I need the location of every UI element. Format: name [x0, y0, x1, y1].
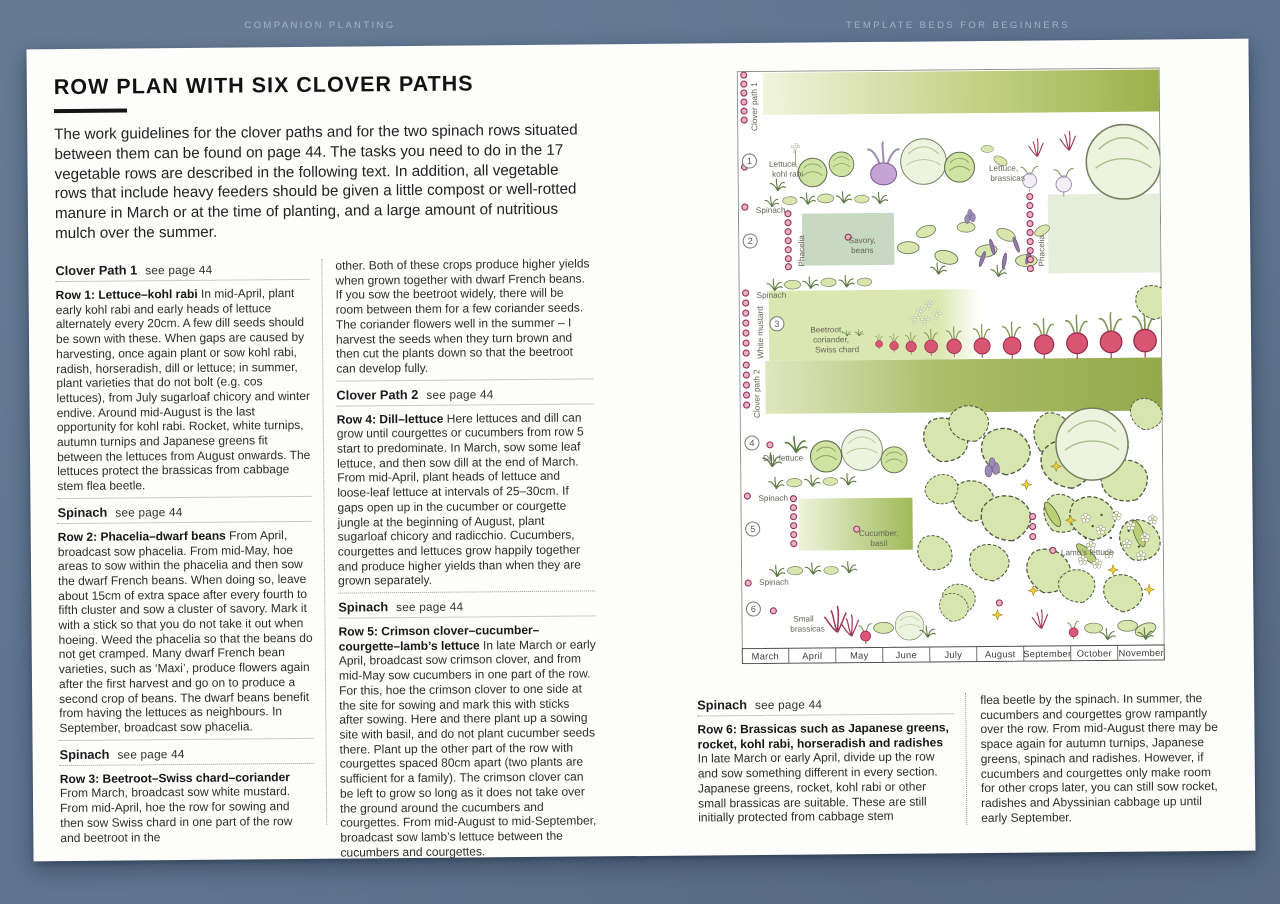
- month-october: October: [1076, 648, 1112, 659]
- text-column-1: [55, 259, 314, 849]
- cucumber-basil-box: [798, 498, 912, 551]
- see-page-note: see page 44: [426, 386, 494, 402]
- row-2-marker: [743, 234, 757, 248]
- row-2-number: 2: [747, 236, 753, 247]
- section-label: Spinach: [57, 504, 108, 520]
- label-lambs-lettuce: Lamb’s lettuce: [1060, 547, 1114, 558]
- section-label: Spinach: [697, 697, 748, 713]
- title-underline: [54, 108, 127, 112]
- dotted-rule: [338, 615, 595, 618]
- label-beetroot: Beetroot,: [810, 325, 844, 335]
- row-5-lead: Row 5: Crimson clover–cucumber–courgette–lamb’s lettuce: [338, 622, 540, 654]
- row-4-body: Here lettuces and dill can grow until courgettes or cucumbers from row 5 start to predominate. In March, sow some leaf lettuce, and then sow dill at the end of March. From mid-April, plant heads of lettuce and loose-leaf lettuce at intervals of 25–30cm. If gaps open up in the cucumber or courgette jungle at the beginning of August, plant sugarloaf chicory and radicchio. Cucumbers, courgettes and lettuces grow happily together and produce higher yields than when they are grown separately.: [336, 410, 584, 589]
- row-3-lead: Row 3: Beetroot–Swiss chard–coriander: [59, 769, 290, 786]
- label-lettuce-kohlrabi: Lettuce,: [768, 159, 799, 169]
- row-6-number: 6: [750, 604, 756, 615]
- row-2-body: From April, broadcast sow phacelia. From mid-May, hoe areas to sow within the phacelia and then sow the dwarf French beans. When doing so, leave about 15cm of extra space after every fourth to fifth cluster and sow a cluster of savory. Mark it with a stick so that you do not take it out when hoeing. Weed the phacelia so that the beans do not get cramped. Many dwarf French bean varieties, such as ‘Maxi’, produce flowers again after the first harvest and go on to produce a second crop of beans. The dwarf beans benefit from having the lettuces as neighbours. In September, broadcast sow phacelia.: [57, 527, 313, 736]
- section-label: Clover Path 2: [336, 386, 419, 403]
- row-6-paragraph: [697, 720, 954, 825]
- label-clover-path-2: Clover path 2: [752, 369, 762, 419]
- label-clover-path-1: Clover path 1: [749, 82, 760, 132]
- label-spinach-2: Spinach: [756, 290, 787, 300]
- row-3-continuation-text: other. Both of these crops produce higher yields when grown together with dwarf French beans. If you sow the beetroot widely, there will be room between them for a few coriander seeds. The coriander flowers well in the summer – I harvest the seeds when they turn brown and then cut the plants down so that the beetroot can develop fully.: [335, 256, 590, 376]
- month-august: August: [984, 649, 1016, 660]
- dotted-rule: [57, 496, 311, 499]
- label-beetroot-3: Swiss chard: [815, 345, 860, 355]
- label-cucumber-basil: Cucumber,: [858, 528, 899, 539]
- month-march: March: [751, 651, 780, 662]
- see-page-note: see page 44: [396, 599, 464, 615]
- text-column-3: [697, 693, 954, 829]
- book-page: [26, 39, 1255, 862]
- label-spinach-4: Spinach: [759, 577, 789, 587]
- text-column-4: [980, 691, 1221, 829]
- row-4-lead: Row 4: Dill–lettuce: [336, 411, 444, 427]
- month-november: November: [1118, 647, 1164, 659]
- see-page-note: see page 44: [145, 262, 213, 278]
- dotted-rule: [60, 738, 314, 741]
- see-page-note: see page 44: [754, 697, 823, 713]
- label-phacelia-right: Phacelia: [1037, 235, 1047, 267]
- dotted-rule: [58, 521, 312, 524]
- row-4-paragraph: [337, 410, 596, 589]
- month-may: May: [850, 650, 869, 661]
- row-3-continuation: [335, 256, 593, 376]
- label-lettuce-brassicas: Lettuce,: [988, 163, 1019, 173]
- label-cucumber-basil-2: basil: [870, 538, 888, 549]
- row-4-number: 4: [749, 438, 755, 449]
- section-heading-clover-path-1: [55, 261, 309, 278]
- label-small-brassicas-2: brassicas: [790, 624, 825, 634]
- row-6-continuation-text: flea beetle by the spinach. In summer, the cucumbers and courgettes grow rampantly over the row. From mid-August there may be space again for autumn turnips, Japanese greens, spinach and radishes. However, if cucumbers and courgettes only make room for other crops later, you can still sow rocket, radishes and Abyssinian cabbage up until early September.: [980, 691, 1218, 825]
- row-3-number: 3: [774, 318, 780, 329]
- label-spinach-1: Spinach: [755, 205, 786, 215]
- row-2-paragraph: [58, 528, 314, 736]
- month-june: June: [895, 650, 918, 661]
- row-3-marker: [770, 317, 784, 331]
- label-lettuce-brassicas-2: brassicas: [990, 173, 1025, 183]
- row-5-body: In late March or early April, broadcast sow crimson clover, and from mid-May sow cucumbers in one part of the row. For this, hoe the crimson clover to one side at the site for sowing and mark this with sticks after sowing. Here and there plant up a sowing site with basil, and do not plant cucumber seeds there. Plant up the other part of the row with courgettes spaced 80cm apart (two plants are sufficient for a family). The crimson clover can be left to grow so long as it does not take over the ground around the cucumbers and courgettes. From mid-August to mid-September, broadcast sow lamb’s lettuce between the cucumbers and courgettes.: [338, 637, 597, 860]
- dotted-rule: [338, 590, 595, 593]
- label-dill-lettuce: Dill, lettuce: [763, 453, 804, 463]
- row-1-paragraph: [56, 286, 312, 494]
- section-label: Clover Path 1: [55, 262, 138, 279]
- dotted-rule: [697, 713, 953, 716]
- row-1-lead: Row 1: Lettuce–kohl rabi: [55, 286, 198, 303]
- section-heading-spinach: [697, 695, 953, 712]
- label-savory-beans: Savory,: [848, 235, 876, 246]
- row-1-marker: [742, 154, 756, 168]
- column-divider: [965, 693, 967, 825]
- label-phacelia-left: Phacelia: [797, 235, 807, 267]
- label-beetroot-2: coriander,: [813, 335, 850, 345]
- row-6-marker: [746, 602, 760, 616]
- month-september: September: [1023, 648, 1072, 660]
- intro-paragraph: The work guidelines for the clover paths and for the two spinach rows situated between them can be found on page 44. The tasks you need to do in the 17 vegetable rows are described in the following text. In addition, all vegetable rows that include heavy feeders should be given a little compost or well-rotted manure in March or at the time of planting, and a large amount of nutritious mulch over the summer.: [54, 121, 578, 243]
- see-page-note: see page 44: [117, 746, 185, 762]
- header-right-running-title: TEMPLATE BEDS FOR BEGINNERS: [845, 20, 1071, 31]
- clover-path-2-band: [765, 357, 1161, 413]
- row-5-number: 5: [750, 524, 756, 535]
- section-heading-spinach: [338, 597, 595, 614]
- row-1-number: 1: [746, 156, 753, 167]
- bed-plan-illustration: [737, 67, 1165, 664]
- row-3-paragraph: [60, 770, 315, 846]
- row-6-lead: Row 6: Brassicas such as Japanese greens, rocket, kohl rabi, horseradish and radishes: [697, 720, 949, 752]
- see-page-note: see page 44: [115, 504, 183, 520]
- section-heading-clover-path-2: [336, 385, 593, 402]
- column-divider: [321, 259, 327, 825]
- row-6-body: In late March or early April, divide up the row and sow something different in every section. Japanese greens, rocket, kohl rabi or other small brassicas are suitable. These are still initially protected from cabbage stem: [697, 749, 938, 825]
- phacelia-right-box: [1048, 193, 1161, 273]
- row-6-continuation: [980, 691, 1221, 825]
- month-july: July: [944, 649, 963, 660]
- dotted-rule: [56, 279, 310, 282]
- label-small-brassicas: Small: [793, 614, 814, 624]
- label-lettuce-kohlrabi-2: kohl rabi: [772, 169, 804, 179]
- row-1-body: In mid-April, plant early kohl rabi and early heads of lettuce alternately every 20cm. A few dill seeds should be sown with these. When gaps are caused by harvesting, once again plant or sow kohl rabi, radish, horseradish, dill or lettuce; in summer, plant varieties that do not bolt (e.g. cos lettuces), from July sugarloaf chicory and winter endive. Around mid-August is the last opportunity for kohl rabi. Rocket, white turnips, autumn turnips and Japanese greens fit between the lettuces from August onwards. The lettuces protect the brassicas from cabbage stem flea beetle.: [55, 286, 311, 494]
- bed-plan-svg: [737, 67, 1165, 664]
- header-left-running-title: COMPANION PLANTING: [244, 20, 396, 31]
- label-savory-beans-2: beans: [851, 245, 874, 256]
- month-april: April: [802, 650, 823, 662]
- months-axis: [742, 645, 1164, 664]
- section-heading-spinach: [60, 745, 314, 762]
- row-4-marker: [745, 436, 759, 450]
- text-column-2: [335, 256, 597, 864]
- dotted-rule: [337, 403, 594, 406]
- row-5-paragraph: [339, 622, 598, 859]
- row-3-body: From March, broadcast sow white mustard. From mid-April, hoe the row for sowing and then sow Swiss chard in one part of the row and beetroot in the: [59, 784, 293, 845]
- clover-path-1-band: [763, 69, 1159, 114]
- dotted-rule: [60, 763, 314, 766]
- cabbage-illustration: [1086, 124, 1161, 199]
- page-title: ROW PLAN WITH SIX CLOVER PATHS: [53, 71, 474, 100]
- label-spinach-3: Spinach: [758, 493, 789, 503]
- dotted-rule: [336, 378, 593, 381]
- section-heading-spinach: [57, 503, 311, 520]
- row-2-lead: Row 2: Phacelia–dwarf beans: [57, 528, 226, 544]
- label-white-mustard: White mustard: [755, 306, 766, 359]
- section-label: Spinach: [338, 599, 389, 615]
- section-label: Spinach: [59, 746, 110, 762]
- row-5-marker: [746, 522, 760, 536]
